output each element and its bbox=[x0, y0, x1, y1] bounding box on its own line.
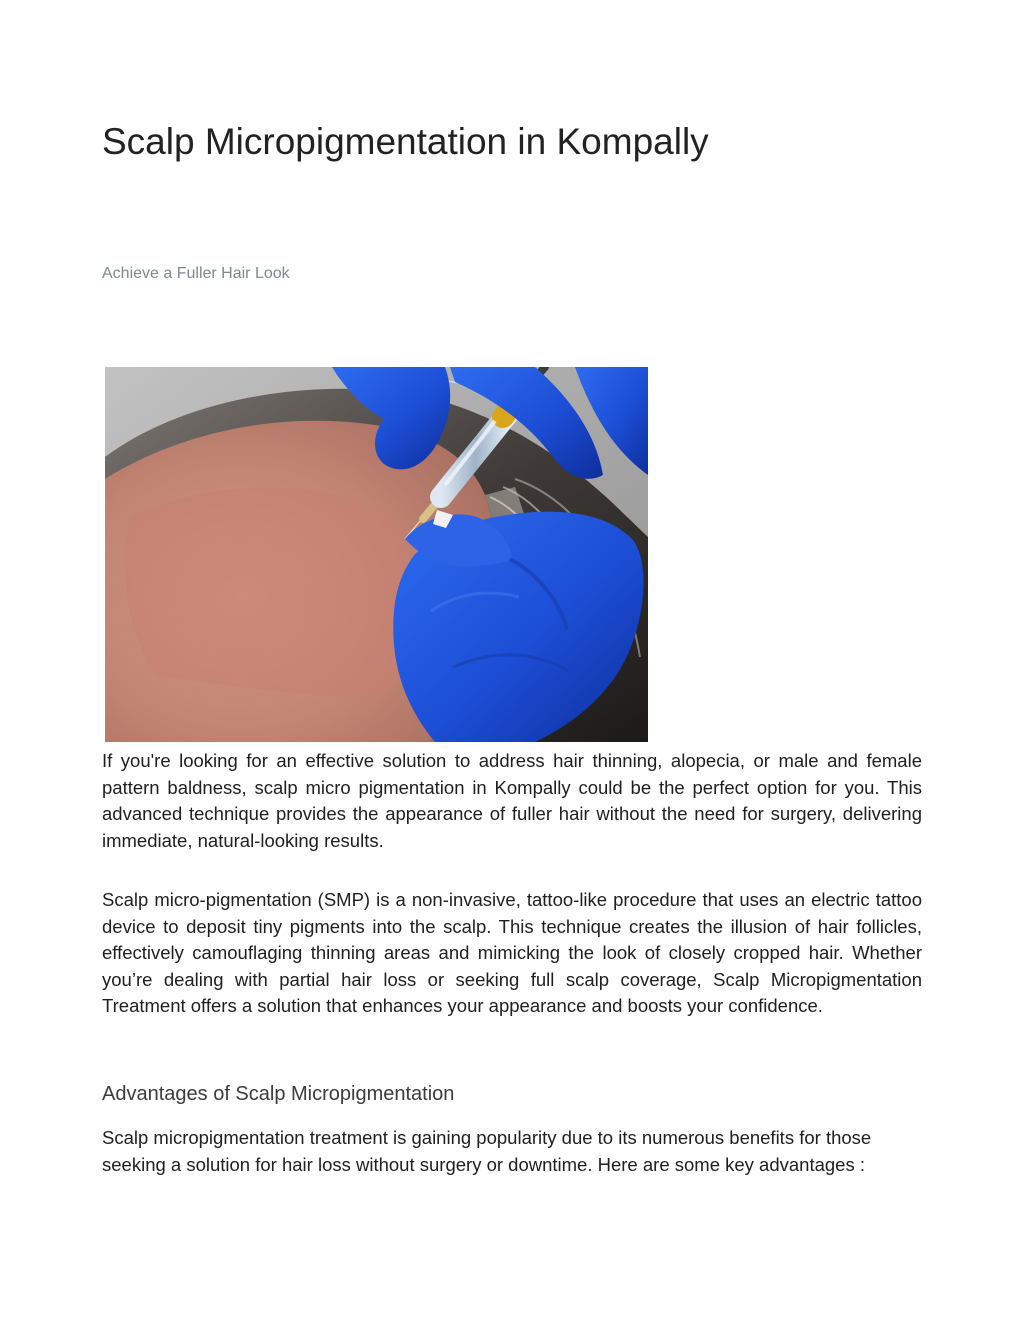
scalp-treatment-illustration bbox=[105, 367, 648, 742]
intro-paragraph: If you're looking for an effective solution to address hair thinning, alopecia, or male and female pattern baldness, scalp micro pigmentation in Kompally could be the perfect option for you. This advanced technique provides the appearance of fuller hair without the need for surgery, delivering immediate, natural-looking results. bbox=[102, 750, 922, 851]
advantages-heading: Advantages of Scalp Micropigmentation bbox=[102, 1083, 455, 1105]
advantages-intro-paragraph: Scalp micropigmentation treatment is gaining popularity due to its numerous benefits for those seeking a solution for hair loss without surgery or downtime. Here are some key advantages : bbox=[102, 1127, 872, 1175]
page-title: Scalp Micropigmentation in Kompally bbox=[102, 121, 709, 162]
smp-description-paragraph: Scalp micro-pigmentation (SMP) is a non-invasive, tattoo-like procedure that uses an electric tattoo device to deposit tiny pigments into the scalp. This technique creates the illusion of hair follicles, effectively camouflaging thinning areas and mimicking the look of closely cropped hair. Whether you’re dealing with partial hair loss or seeking full scalp coverage, Scalp Micropigmentation Treatment offers a solution that enhances your appearance and boosts your confidence. bbox=[102, 889, 922, 1016]
scalp-treatment-photo bbox=[105, 367, 648, 742]
page-subtitle: Achieve a Fuller Hair Look bbox=[102, 265, 290, 282]
